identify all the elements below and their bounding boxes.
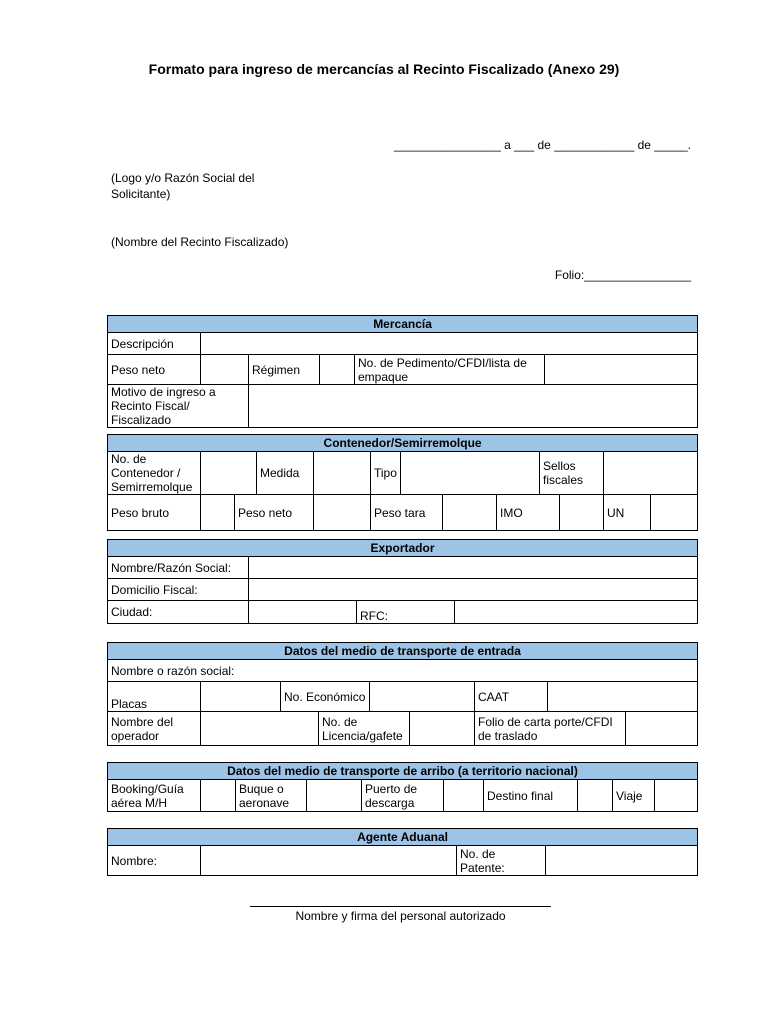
medida-label: Medida	[257, 452, 314, 495]
pedimento-field[interactable]	[545, 355, 698, 385]
descripcion-label: Descripción	[108, 333, 201, 355]
puerto-field[interactable]	[444, 780, 484, 812]
un-field[interactable]	[651, 495, 698, 531]
operador-field[interactable]	[201, 712, 319, 746]
buque-label: Buque o aeronave	[236, 780, 307, 812]
agente-nombre-field[interactable]	[201, 846, 457, 876]
destino-label: Destino final	[484, 780, 578, 812]
no-contenedor-label: No. de Contenedor / Semirremolque	[108, 452, 201, 495]
domicilio-field[interactable]	[249, 579, 698, 601]
buque-field[interactable]	[307, 780, 362, 812]
folio-carta-field[interactable]	[626, 712, 698, 746]
agente-header: Agente Aduanal	[108, 829, 698, 846]
nombre-razon-field[interactable]	[249, 557, 698, 579]
logo-placeholder: (Logo y/o Razón Social del Solicitante)	[111, 171, 255, 201]
placas-label: Placas	[108, 682, 201, 712]
motivo-label: Motivo de ingreso a Recinto Fiscal/ Fiscalizado	[108, 385, 249, 428]
medida-field[interactable]	[314, 452, 371, 495]
transporte-entrada-header: Datos del medio de transporte de entrada	[108, 643, 698, 660]
rfc-label: RFC:	[357, 601, 455, 624]
operador-label: Nombre del operador	[108, 712, 201, 746]
mercancia-table	[107, 315, 698, 428]
viaje-field[interactable]	[655, 780, 698, 812]
agente-nombre-label: Nombre:	[108, 846, 201, 876]
ciudad-label: Ciudad:	[108, 601, 249, 624]
folio-line: Folio:________________	[554, 268, 691, 282]
transporte-entrada-table	[107, 642, 698, 746]
no-contenedor-field[interactable]	[201, 452, 257, 495]
recinto-placeholder: (Nombre del Recinto Fiscalizado)	[111, 235, 289, 249]
booking-field[interactable]	[201, 780, 236, 812]
licencia-field[interactable]	[410, 712, 475, 746]
signature-label: Nombre y firma del personal autorizado	[295, 909, 506, 923]
destino-field[interactable]	[578, 780, 613, 812]
regimen-label: Régimen	[249, 355, 320, 385]
transporte-nombre-field[interactable]	[319, 660, 698, 682]
licencia-label: No. de Licencia/gafete	[319, 712, 410, 746]
tipo-label: Tipo	[371, 452, 401, 495]
descripcion-field[interactable]	[201, 333, 698, 355]
contenedor-header: Contenedor/Semirremolque	[108, 435, 698, 452]
domicilio-label: Domicilio Fiscal:	[108, 579, 249, 601]
sellos-field[interactable]	[604, 452, 698, 495]
transporte-arribo-header: Datos del medio de transporte de arribo (a territorio nacional)	[108, 763, 698, 780]
document-title: Formato para ingreso de mercancías al Recinto Fiscalizado (Anexo 29)	[148, 61, 620, 77]
peso-bruto-label: Peso bruto	[108, 495, 201, 531]
mercancia-header: Mercancía	[108, 316, 698, 333]
puerto-label: Puerto de descarga	[362, 780, 444, 812]
patente-field[interactable]	[546, 846, 698, 876]
un-label: UN	[604, 495, 651, 531]
nombre-razon-label: Nombre/Razón Social:	[108, 557, 249, 579]
exportador-header: Exportador	[108, 540, 698, 557]
exportador-table	[107, 539, 698, 624]
viaje-label: Viaje	[613, 780, 655, 812]
economico-label: No. Económico	[281, 682, 370, 712]
peso-tara-field[interactable]	[443, 495, 497, 531]
ciudad-field[interactable]	[249, 601, 357, 624]
booking-label: Booking/Guía aérea M/H	[108, 780, 201, 812]
caat-label: CAAT	[475, 682, 548, 712]
pedimento-label: No. de Pedimento/CFDI/lista de empaque	[355, 355, 545, 385]
agente-table	[107, 828, 698, 876]
folio-carta-label: Folio de carta porte/CFDI de traslado	[475, 712, 626, 746]
transporte-nombre-label: Nombre o razón social:	[108, 660, 319, 682]
transporte-arribo-table	[107, 762, 698, 812]
patente-label: No. de Patente:	[457, 846, 546, 876]
peso-tara-label: Peso tara	[371, 495, 443, 531]
economico-field[interactable]	[370, 682, 475, 712]
placas-field[interactable]	[201, 682, 281, 712]
sellos-label: Sellos fiscales	[540, 452, 604, 495]
peso-bruto-field[interactable]	[201, 495, 235, 531]
peso-neto-field[interactable]	[314, 495, 371, 531]
tipo-field[interactable]	[401, 452, 540, 495]
imo-field[interactable]	[560, 495, 604, 531]
signature-line	[250, 906, 551, 907]
contenedor-table	[107, 434, 698, 531]
rfc-field[interactable]	[455, 601, 698, 624]
peso-neto-label: Peso neto	[235, 495, 314, 531]
date-line: ________________ a ___ de ____________ de _____.	[394, 138, 691, 152]
peso-neto-label: Peso neto	[108, 355, 201, 385]
motivo-field[interactable]	[249, 385, 698, 428]
caat-field[interactable]	[548, 682, 698, 712]
regimen-field[interactable]	[320, 355, 355, 385]
imo-label: IMO	[497, 495, 560, 531]
peso-neto-field[interactable]	[201, 355, 249, 385]
